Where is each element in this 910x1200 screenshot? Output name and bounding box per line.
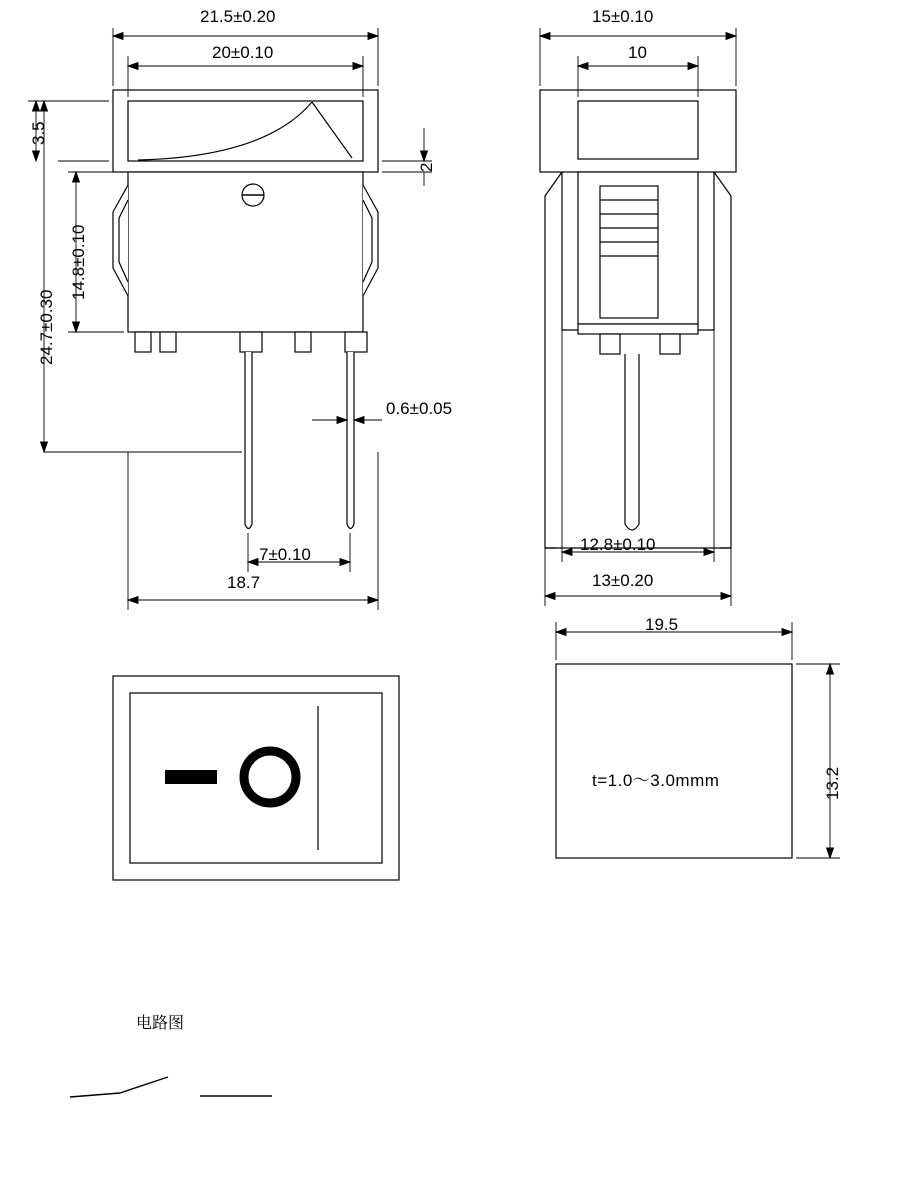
dim-13-label: 13±0.20 xyxy=(592,571,654,590)
dim-15-label: 15±0.10 xyxy=(592,7,654,26)
dim-13-2-label: 13.2 xyxy=(823,766,842,800)
face-view-body xyxy=(113,676,399,880)
circuit-diagram-label: 电路图 xyxy=(136,1015,185,1032)
dim-10-label: 10 xyxy=(628,43,647,62)
dim-7-label: 7±0.10 xyxy=(259,545,311,564)
panel-cutout-body xyxy=(556,664,792,858)
dim-21-5-label: 21.5±0.20 xyxy=(200,7,276,26)
dim-18-7-label: 18.7 xyxy=(227,573,261,592)
circuit-diagram xyxy=(70,1077,272,1097)
panel-thickness-note: t=1.0～3.0mmm xyxy=(592,771,720,790)
dim-2-label: 2 xyxy=(417,162,436,172)
dim-12-8-label: 12.8±0.10 xyxy=(580,535,656,554)
dim-19-5-label: 19.5 xyxy=(645,615,679,634)
dim-20-label: 20±0.10 xyxy=(212,43,274,62)
front-view-body xyxy=(113,90,378,529)
dim-0-6-label: 0.6±0.05 xyxy=(386,399,453,418)
dim-14-8-label: 14.8±0.10 xyxy=(69,224,88,300)
side-view-body xyxy=(540,90,736,548)
dim-3-5-label: 3.5 xyxy=(29,121,48,145)
dim-24-7-label: 24.7±0.30 xyxy=(37,289,56,365)
